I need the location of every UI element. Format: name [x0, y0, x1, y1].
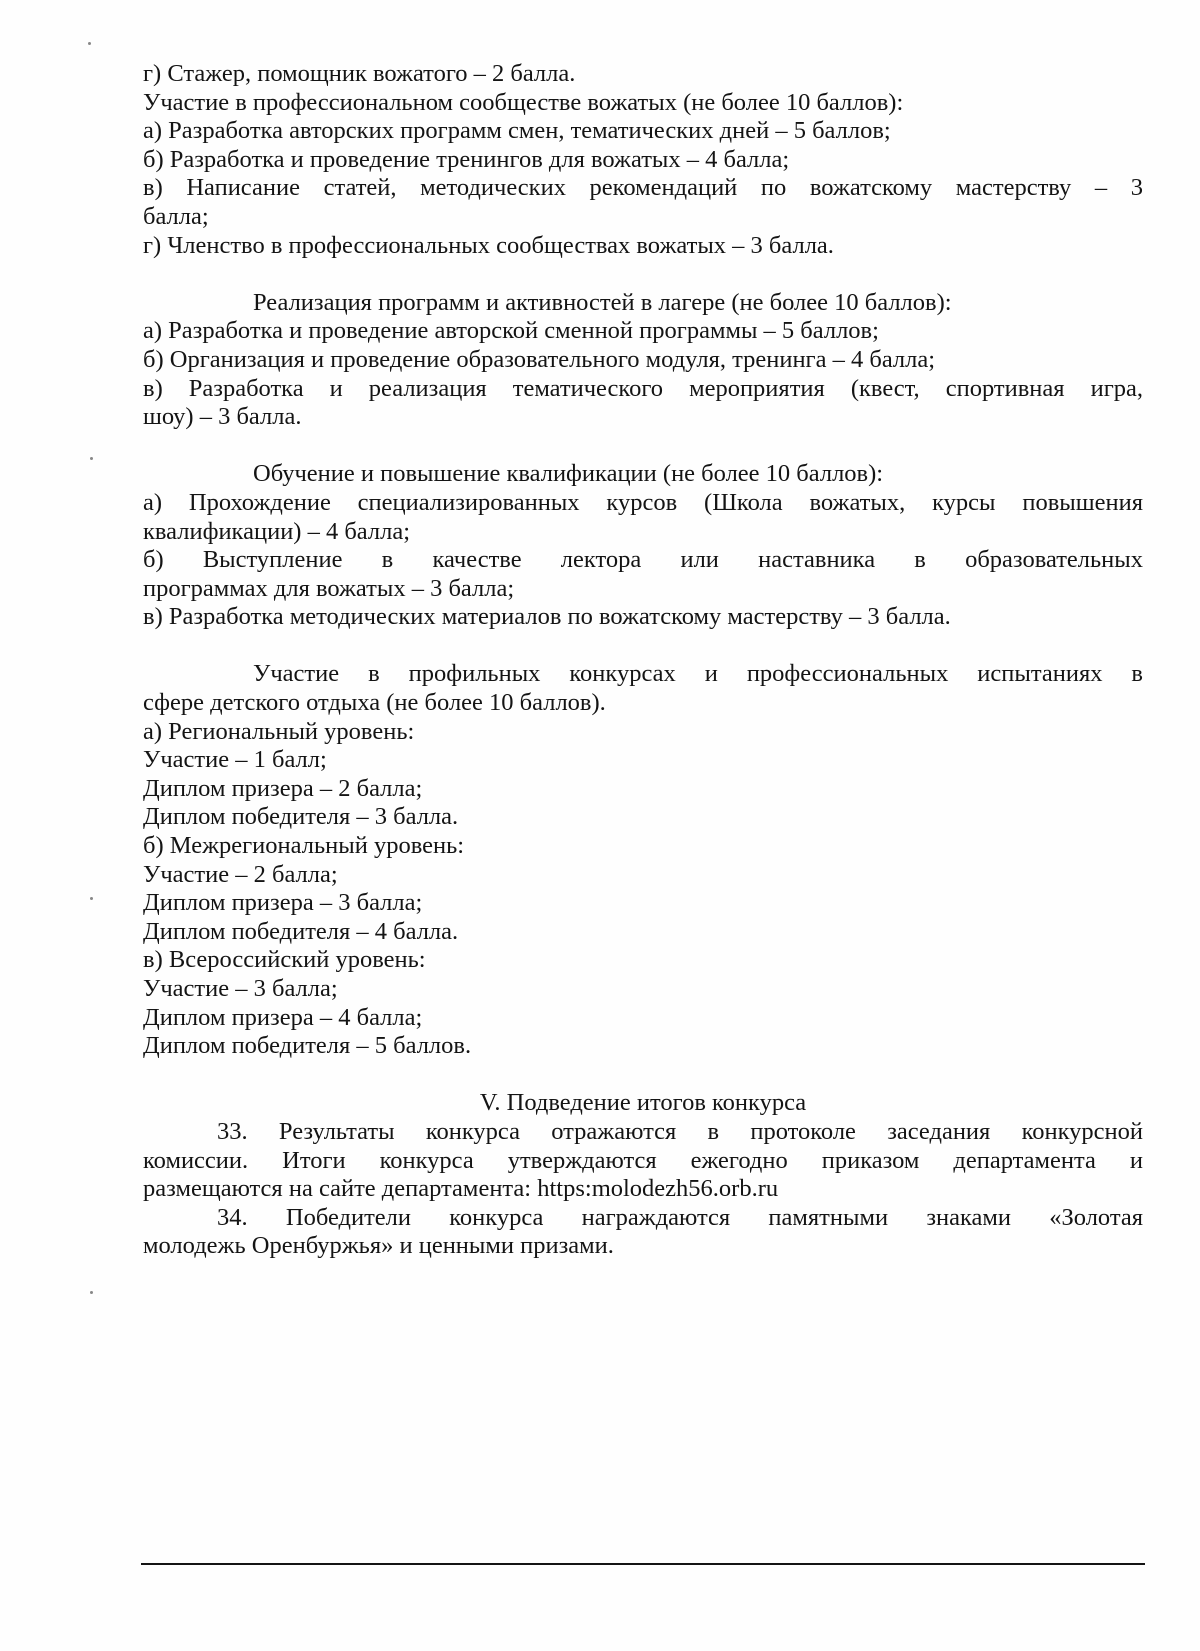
- section-title: V. Подведение итогов конкурса: [479, 1089, 807, 1117]
- paragraph-line: комиссии. Итоги конкурса утверждаются ежегодно приказом департамента и: [143, 1146, 1143, 1174]
- criterion-line: б) Разработка и проведение тренингов для вожатых – 4 балла;: [143, 145, 790, 173]
- criterion-line: квалификации) – 4 балла;: [143, 517, 411, 545]
- scan-speck: [90, 457, 93, 460]
- section-heading-cont: сфере детского отдыха (не более 10 баллов).: [143, 689, 606, 717]
- criterion-line: а) Разработка авторских программ смен, тематических дней – 5 баллов;: [143, 117, 891, 145]
- criterion-line: а) Прохождение специализированных курсов (Школа вожатых, курсы повышения: [143, 488, 1143, 516]
- section-heading: Реализация программ и активностей в лагере (не более 10 баллов):: [253, 288, 952, 316]
- criterion-line: а) Разработка и проведение авторской сменной программы – 5 баллов;: [143, 317, 879, 345]
- score-line: Диплом призера – 2 балла;: [143, 774, 423, 802]
- scan-speck: [90, 1291, 93, 1294]
- score-line: Диплом призера – 3 балла;: [143, 889, 423, 917]
- paragraph-line: размещаются на сайте департамента: https:molodezh56.orb.ru: [143, 1175, 779, 1203]
- criterion-line: шоу) – 3 балла.: [143, 403, 302, 431]
- score-line: Диплом победителя – 3 балла.: [143, 803, 459, 831]
- score-line: Диплом призера – 4 балла;: [143, 1003, 423, 1031]
- section-heading: Обучение и повышение квалификации (не более 10 баллов):: [253, 460, 884, 488]
- criterion-line: б) Организация и проведение образовательного модуля, тренинга – 4 балла;: [143, 345, 936, 373]
- score-line: Диплом победителя – 5 баллов.: [143, 1032, 472, 1060]
- level-heading: а) Региональный уровень:: [143, 717, 415, 745]
- criterion-line: в) Написание статей, методических рекомендаций по вожатскому мастерству – 3: [143, 174, 1143, 202]
- score-line: Участие – 1 балл;: [143, 746, 327, 774]
- document-body: [143, 60, 1143, 1261]
- criterion-line: программах для вожатых – 3 балла;: [143, 574, 515, 602]
- paragraph-line: 34. Победители конкурса награждаются памятными знаками «Золотая: [217, 1203, 1143, 1231]
- scan-speck: [88, 42, 91, 45]
- criterion-line: в) Разработка и реализация тематического мероприятия (квест, спортивная игра,: [143, 374, 1143, 402]
- criterion-line: в) Разработка методических материалов по вожатскому мастерству – 3 балла.: [143, 603, 951, 631]
- criterion-line: балла;: [143, 202, 209, 230]
- criterion-heading: Участие в профессиональном сообществе вожатых (не более 10 баллов):: [143, 88, 904, 116]
- section-heading: Участие в профильных конкурсах и профессиональных испытаниях в: [253, 660, 1143, 688]
- paragraph-line: 33. Результаты конкурса отражаются в протоколе заседания конкурсной: [217, 1117, 1143, 1145]
- score-line: Участие – 3 балла;: [143, 975, 338, 1002]
- score-line: Участие – 2 балла;: [143, 860, 338, 888]
- criterion-line: г) Членство в профессиональных сообществах вожатых – 3 балла.: [143, 231, 834, 259]
- level-heading: б) Межрегиональный уровень:: [143, 832, 465, 860]
- scan-speck: [90, 897, 93, 900]
- criterion-line: г) Стажер, помощник вожатого – 2 балла.: [143, 60, 576, 87]
- score-line: Диплом победителя – 4 балла.: [143, 917, 459, 945]
- paragraph-line: молодежь Оренбуржья» и ценными призами.: [143, 1232, 614, 1260]
- footer-rule: [141, 1563, 1145, 1565]
- criterion-line: б) Выступление в качестве лектора или наставника в образовательных: [143, 546, 1143, 574]
- level-heading: в) Всероссийский уровень:: [143, 946, 426, 974]
